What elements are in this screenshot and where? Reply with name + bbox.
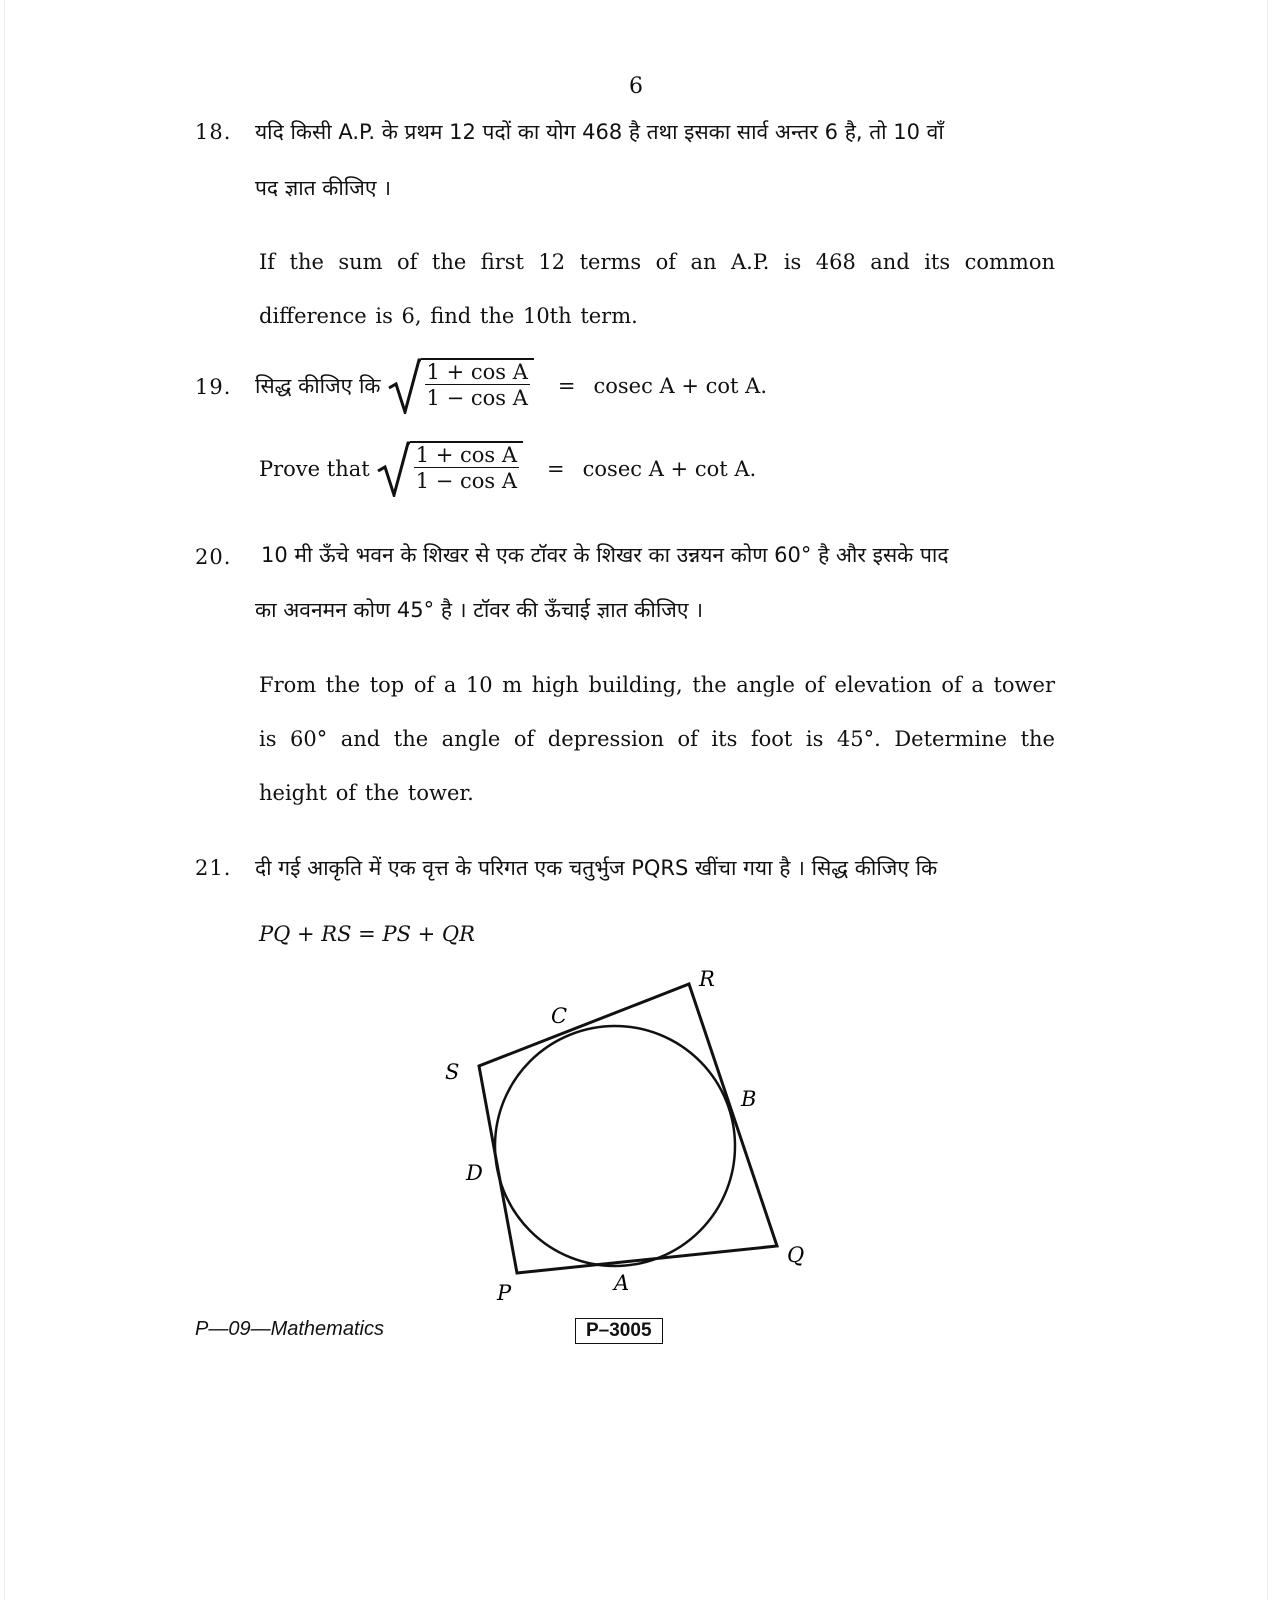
question-19-hindi-prefix: सिद्ध कीजिए कि xyxy=(255,374,381,398)
footer-subject: P—09—Mathematics xyxy=(195,1318,384,1340)
label-c: C xyxy=(551,1004,568,1028)
label-b: B xyxy=(741,1087,757,1111)
question-18-number: 18. xyxy=(195,120,232,144)
fraction-numerator: 1 + cos A xyxy=(426,360,528,384)
question-21-number: 21. xyxy=(195,856,232,880)
question-18-hindi-line-1: यदि किसी A.P. के प्रथम 12 पदों का योग 468 है तथा इसका सार्व अन्तर 6 है, तो 10 वाँ xyxy=(255,120,944,144)
label-s: S xyxy=(445,1060,460,1084)
question-20-english-line-3: height of the tower. xyxy=(259,781,474,805)
page-number: 6 xyxy=(629,74,643,99)
label-p: P xyxy=(497,1281,512,1305)
question-19-rhs: cosec A + cot A. xyxy=(593,374,768,398)
question-20-hindi-line-1: 10 मी ऊँचे भवन के शिखर से एक टॉवर के शिखर का उन्नयन कोण 60° है और इसके पाद xyxy=(261,543,949,567)
question-21-hindi-line-1: दी गई आकृति में एक वृत्त के परिगत एक चतुर्भुज PQRS खींचा गया है । सिद्ध कीजिए कि xyxy=(255,856,938,880)
question-21-equation: PQ + RS = PS + QR xyxy=(259,922,475,946)
equals-sign: = xyxy=(547,457,565,481)
tangential-quadrilateral-figure xyxy=(5,0,1267,1600)
question-19-english-prefix: Prove that xyxy=(259,457,370,481)
label-q: Q xyxy=(787,1243,805,1267)
question-18-english-line-1: If the sum of the first 12 terms of an A.P. is 468 and its common xyxy=(259,250,1055,274)
label-a: A xyxy=(614,1271,630,1295)
exam-page xyxy=(4,0,1268,1600)
footer-paper-code: P–3005 xyxy=(575,1318,663,1344)
label-d: D xyxy=(466,1161,483,1185)
fraction-numerator: 1 + cos A xyxy=(415,443,518,467)
question-20-english-line-1: From the top of a 10 m high building, the angle of elevation of a tower xyxy=(259,673,1055,697)
fraction-denominator: 1 − cos A xyxy=(415,469,518,493)
equals-sign: = xyxy=(557,374,576,398)
question-19-number: 19. xyxy=(195,375,232,399)
label-r: R xyxy=(699,967,715,991)
question-18-hindi-line-2: पद ज्ञात कीजिए । xyxy=(255,176,392,200)
incircle xyxy=(495,1026,735,1266)
question-20-number: 20. xyxy=(195,545,232,569)
question-20-english-line-2: is 60° and the angle of depression of its foot is 45°. Determine the xyxy=(259,727,1055,751)
question-18-english-line-2: difference is 6, find the 10th term. xyxy=(259,304,638,328)
question-20-hindi-line-2: का अवनमन कोण 45° है । टॉवर की ऊँचाई ज्ञात कीजिए । xyxy=(255,598,704,622)
fraction-denominator: 1 − cos A xyxy=(426,386,528,410)
question-19-rhs: cosec A + cot A. xyxy=(582,457,757,481)
